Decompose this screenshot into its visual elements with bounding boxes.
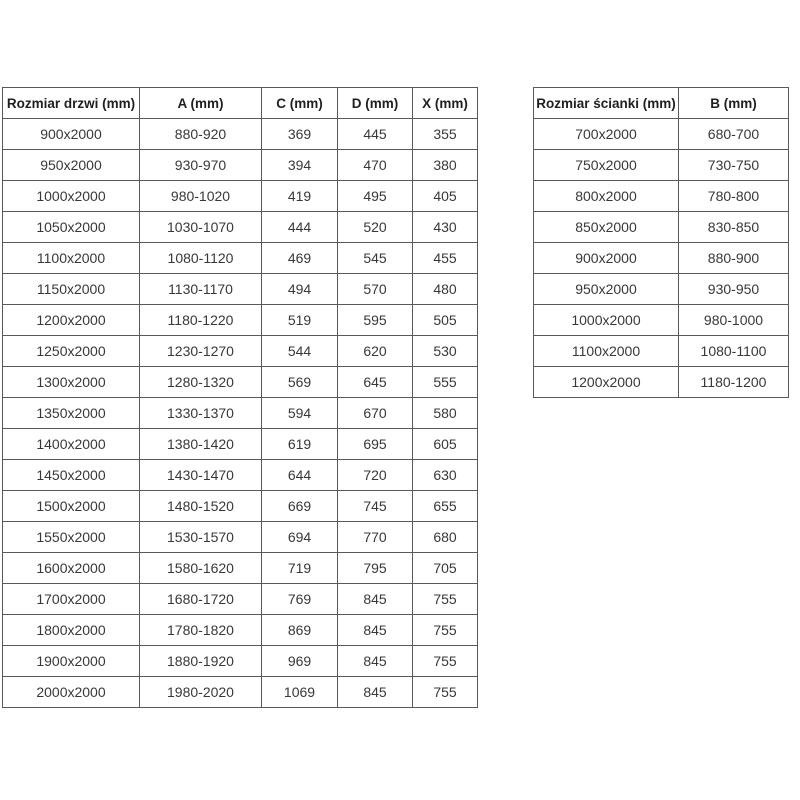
table-cell: 880-920 — [140, 119, 262, 150]
table-cell: 405 — [413, 181, 478, 212]
table-cell: 850x2000 — [534, 212, 679, 243]
table-cell: 845 — [338, 615, 413, 646]
table-row — [3, 212, 478, 243]
table-cell: 845 — [338, 677, 413, 708]
table-row — [534, 212, 789, 243]
table-cell: 369 — [262, 119, 338, 150]
table-cell: 544 — [262, 336, 338, 367]
table-row — [3, 150, 478, 181]
table-cell: 469 — [262, 243, 338, 274]
table-cell: 555 — [413, 367, 478, 398]
table-row — [3, 615, 478, 646]
table-cell: 630 — [413, 460, 478, 491]
wall-size-table-header-row — [534, 88, 789, 119]
table-cell: 1150x2000 — [3, 274, 140, 305]
table-cell: 769 — [262, 584, 338, 615]
table-cell: 950x2000 — [3, 150, 140, 181]
table-cell: 1580-1620 — [140, 553, 262, 584]
table-cell: 455 — [413, 243, 478, 274]
table-cell: 969 — [262, 646, 338, 677]
table-cell: 620 — [338, 336, 413, 367]
table-cell: 445 — [338, 119, 413, 150]
table-cell: 1180-1220 — [140, 305, 262, 336]
table-cell: 1000x2000 — [534, 305, 679, 336]
table-row — [3, 119, 478, 150]
table-cell: 1200x2000 — [3, 305, 140, 336]
table-cell: 1180-1200 — [679, 367, 789, 398]
header-cell: Rozmiar drzwi (mm) — [3, 88, 140, 119]
door-size-table-header-row — [3, 88, 478, 119]
table-row — [3, 677, 478, 708]
table-row — [3, 398, 478, 429]
table-cell: 1250x2000 — [3, 336, 140, 367]
table-cell: 1100x2000 — [534, 336, 679, 367]
table-cell: 1030-1070 — [140, 212, 262, 243]
table-cell: 1600x2000 — [3, 553, 140, 584]
table-cell: 755 — [413, 677, 478, 708]
table-cell: 1680-1720 — [140, 584, 262, 615]
table-row — [3, 181, 478, 212]
header-cell: X (mm) — [413, 88, 478, 119]
table-cell: 619 — [262, 429, 338, 460]
table-cell: 745 — [338, 491, 413, 522]
table-cell: 1400x2000 — [3, 429, 140, 460]
table-cell: 430 — [413, 212, 478, 243]
table-row — [3, 491, 478, 522]
table-cell: 694 — [262, 522, 338, 553]
table-cell: 1330-1370 — [140, 398, 262, 429]
table-cell: 505 — [413, 305, 478, 336]
table-cell: 720 — [338, 460, 413, 491]
table-cell: 1080-1100 — [679, 336, 789, 367]
table-cell: 869 — [262, 615, 338, 646]
table-row — [3, 429, 478, 460]
table-row — [534, 150, 789, 181]
table-cell: 780-800 — [679, 181, 789, 212]
table-cell: 670 — [338, 398, 413, 429]
table-cell: 1050x2000 — [3, 212, 140, 243]
table-cell: 605 — [413, 429, 478, 460]
table-cell: 1069 — [262, 677, 338, 708]
table-cell: 1530-1570 — [140, 522, 262, 553]
table-cell: 800x2000 — [534, 181, 679, 212]
table-cell: 755 — [413, 584, 478, 615]
table-cell: 494 — [262, 274, 338, 305]
table-row — [3, 584, 478, 615]
header-cell: B (mm) — [679, 88, 789, 119]
table-row — [3, 274, 478, 305]
header-cell: C (mm) — [262, 88, 338, 119]
table-cell: 705 — [413, 553, 478, 584]
table-cell: 880-900 — [679, 243, 789, 274]
table-cell: 1700x2000 — [3, 584, 140, 615]
table-cell: 845 — [338, 584, 413, 615]
table-cell: 520 — [338, 212, 413, 243]
table-row — [3, 367, 478, 398]
table-cell: 1080-1120 — [140, 243, 262, 274]
table-cell: 980-1020 — [140, 181, 262, 212]
table-cell: 719 — [262, 553, 338, 584]
table-cell: 900x2000 — [3, 119, 140, 150]
table-cell: 380 — [413, 150, 478, 181]
table-row — [534, 119, 789, 150]
table-row — [3, 553, 478, 584]
table-cell: 595 — [338, 305, 413, 336]
table-cell: 669 — [262, 491, 338, 522]
table-cell: 730-750 — [679, 150, 789, 181]
table-row — [534, 274, 789, 305]
table-row — [534, 181, 789, 212]
table-cell: 644 — [262, 460, 338, 491]
door-size-table — [2, 87, 478, 708]
header-cell: D (mm) — [338, 88, 413, 119]
table-cell: 580 — [413, 398, 478, 429]
table-cell: 755 — [413, 646, 478, 677]
table-row — [3, 243, 478, 274]
table-cell: 1800x2000 — [3, 615, 140, 646]
table-cell: 1130-1170 — [140, 274, 262, 305]
table-cell: 770 — [338, 522, 413, 553]
table-cell: 680-700 — [679, 119, 789, 150]
table-cell: 1380-1420 — [140, 429, 262, 460]
table-cell: 830-850 — [679, 212, 789, 243]
table-row — [3, 646, 478, 677]
table-cell: 645 — [338, 367, 413, 398]
table-cell: 394 — [262, 150, 338, 181]
table-cell: 470 — [338, 150, 413, 181]
table-cell: 930-970 — [140, 150, 262, 181]
table-row — [3, 522, 478, 553]
table-cell: 1550x2000 — [3, 522, 140, 553]
table-cell: 569 — [262, 367, 338, 398]
table-cell: 980-1000 — [679, 305, 789, 336]
table-cell: 419 — [262, 181, 338, 212]
table-cell: 545 — [338, 243, 413, 274]
table-cell: 900x2000 — [534, 243, 679, 274]
table-row — [534, 243, 789, 274]
header-cell: Rozmiar ścianki (mm) — [534, 88, 679, 119]
table-cell: 480 — [413, 274, 478, 305]
table-cell: 750x2000 — [534, 150, 679, 181]
table-cell: 519 — [262, 305, 338, 336]
table-cell: 1100x2000 — [3, 243, 140, 274]
table-cell: 700x2000 — [534, 119, 679, 150]
table-cell: 570 — [338, 274, 413, 305]
table-cell: 1500x2000 — [3, 491, 140, 522]
table-cell: 795 — [338, 553, 413, 584]
table-cell: 680 — [413, 522, 478, 553]
wall-size-table — [533, 87, 789, 398]
table-cell: 1300x2000 — [3, 367, 140, 398]
table-cell: 755 — [413, 615, 478, 646]
table-cell: 1880-1920 — [140, 646, 262, 677]
table-row — [3, 460, 478, 491]
header-cell: A (mm) — [140, 88, 262, 119]
table-cell: 1200x2000 — [534, 367, 679, 398]
table-cell: 695 — [338, 429, 413, 460]
table-cell: 845 — [338, 646, 413, 677]
table-cell: 655 — [413, 491, 478, 522]
table-cell: 1480-1520 — [140, 491, 262, 522]
table-cell: 950x2000 — [534, 274, 679, 305]
table-row — [534, 367, 789, 398]
table-cell: 1780-1820 — [140, 615, 262, 646]
table-cell: 930-950 — [679, 274, 789, 305]
table-cell: 355 — [413, 119, 478, 150]
table-cell: 1280-1320 — [140, 367, 262, 398]
table-cell: 1900x2000 — [3, 646, 140, 677]
table-cell: 1000x2000 — [3, 181, 140, 212]
table-cell: 594 — [262, 398, 338, 429]
table-row — [3, 336, 478, 367]
table-cell: 1980-2020 — [140, 677, 262, 708]
table-cell: 2000x2000 — [3, 677, 140, 708]
table-cell: 1430-1470 — [140, 460, 262, 491]
table-cell: 530 — [413, 336, 478, 367]
table-cell: 1450x2000 — [3, 460, 140, 491]
table-cell: 1350x2000 — [3, 398, 140, 429]
table-cell: 444 — [262, 212, 338, 243]
table-row — [3, 305, 478, 336]
table-row — [534, 336, 789, 367]
table-cell: 1230-1270 — [140, 336, 262, 367]
table-cell: 495 — [338, 181, 413, 212]
table-row — [534, 305, 789, 336]
